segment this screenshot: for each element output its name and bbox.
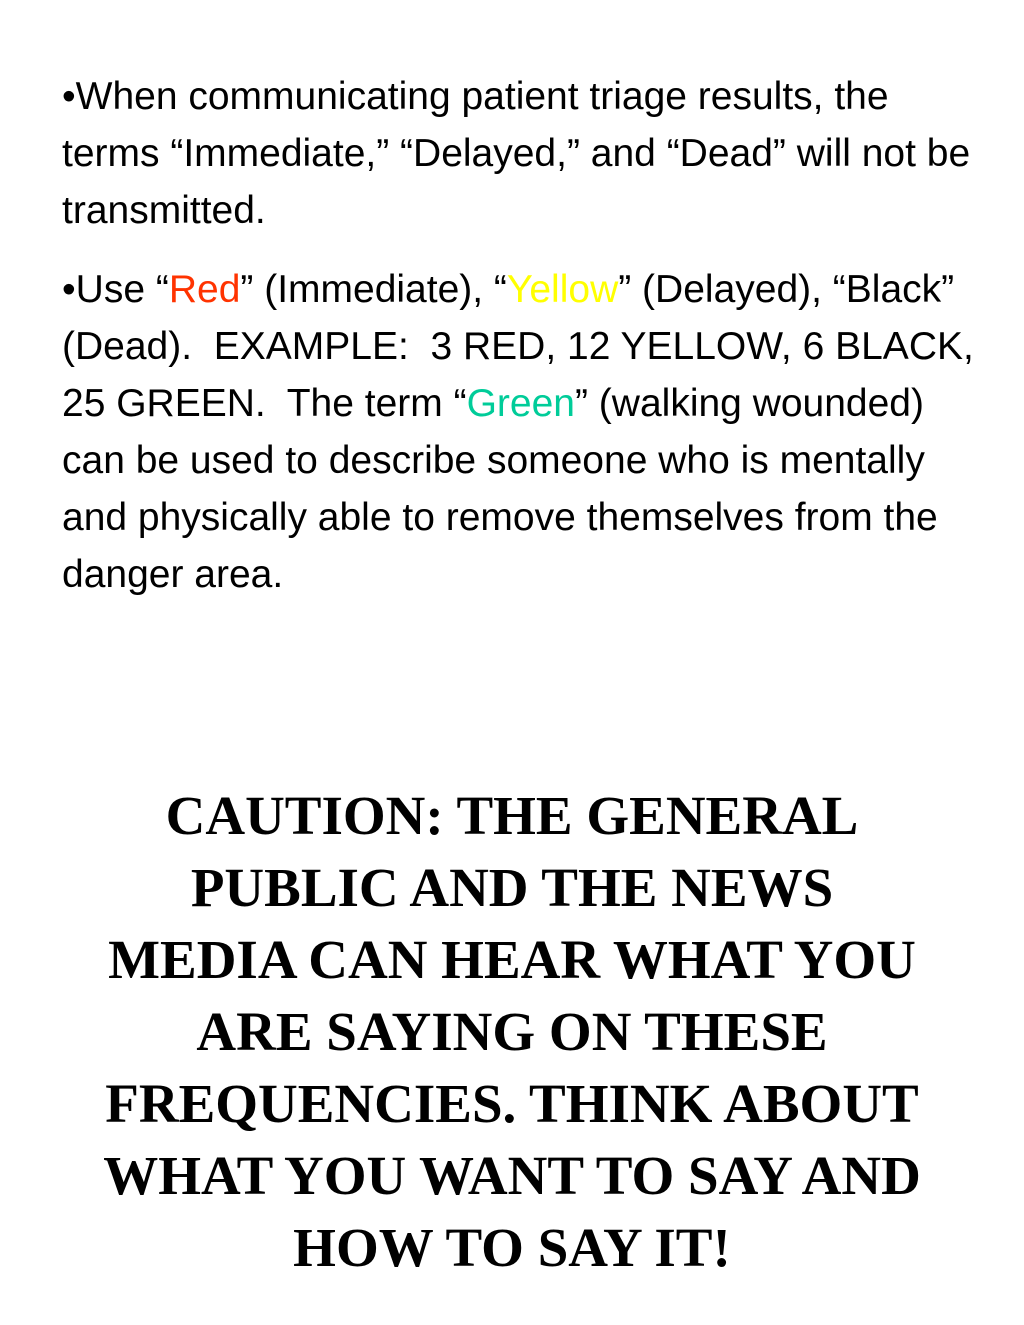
bullet-text-segment: ” (Delayed), “Black” (Dead). EXAMPLE: 3 RED, 12 YELLOW, 6 BLACK, 25 GREEN. The term “ — [62, 268, 985, 425]
bullet-item-triage-terms — [62, 68, 992, 239]
bullet-list — [62, 68, 992, 625]
bullet-marker: • — [62, 75, 76, 118]
bullet-marker: • — [62, 268, 76, 311]
red-term: Red — [168, 268, 241, 311]
green-term: Green — [466, 382, 575, 425]
bullet-text-segment: ” (Immediate), “ — [240, 268, 507, 311]
yellow-term: Yellow — [506, 268, 619, 311]
bullet-text: When communicating patient triage results, the terms “Immediate,” “Delayed,” and “Dead” will not be transmitted. — [62, 75, 982, 232]
bullet-text-segment: ” (walking wounded) can be used to describe someone who is mentally and physically able to remove themselves from the danger area. — [62, 382, 949, 596]
bullet-text-segment: Use “ — [75, 268, 169, 311]
bullet-item-color-codes — [62, 261, 992, 603]
caution-notice: CAUTION: THE GENERAL PUBLIC AND THE NEWS MEDIA CAN HEAR WHAT YOU ARE SAYING ON THESE FREQUENCIES. THINK ABOUT WHAT YOU WANT TO SAY AND HOW TO SAY IT! — [103, 785, 921, 1278]
